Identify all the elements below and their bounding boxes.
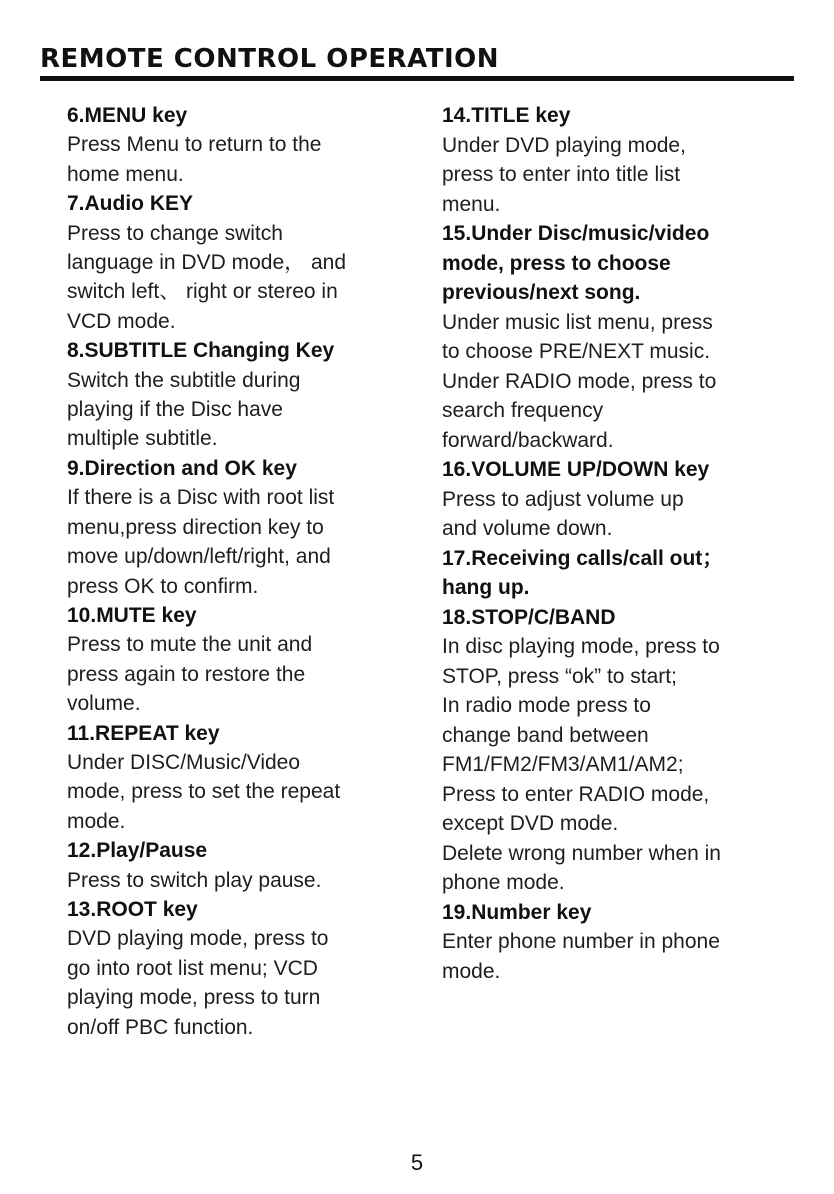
key-section <box>67 454 402 601</box>
key-description-line: on/off PBC function. <box>67 1015 254 1039</box>
key-heading: mode, press to choose <box>442 251 671 275</box>
key-section <box>442 544 782 574</box>
key-description-line: home menu. <box>67 162 184 186</box>
key-heading: 15.Under Disc/music/video <box>442 222 710 245</box>
key-section <box>67 836 402 895</box>
key-heading: 7.Audio KEY <box>67 192 194 216</box>
key-description-line: Switch the subtitle during <box>67 368 301 392</box>
key-description-line: volume. <box>67 692 141 716</box>
page-title: REMOTE CONTROL OPERATION <box>40 44 500 74</box>
key-description-line: Press to adjust volume up <box>442 487 684 511</box>
key-heading: previous/next song. <box>442 281 641 304</box>
key-description-line: Under music list menu, press <box>442 310 713 334</box>
key-description-line: multiple subtitle. <box>67 427 218 451</box>
key-description-line: menu,press direction key to <box>67 515 324 539</box>
key-description-line: Under RADIO mode, press to <box>442 369 717 393</box>
key-section <box>67 601 402 719</box>
key-section <box>67 189 402 336</box>
key-section <box>442 249 782 279</box>
header-rule <box>40 76 794 81</box>
key-description-line: Press to enter RADIO mode, <box>442 782 710 806</box>
key-description-line: language in DVD mode， and <box>67 251 347 275</box>
key-section <box>442 219 782 249</box>
key-description-line: Delete wrong number when in <box>442 841 721 865</box>
key-heading: 12.Play/Pause <box>67 839 208 863</box>
page-header <box>40 44 794 81</box>
key-section <box>67 719 402 837</box>
key-description-line: FM1/FM2/FM3/AM1/AM2; <box>442 753 684 776</box>
key-description-line: mode. <box>442 959 501 983</box>
key-section <box>442 573 782 603</box>
key-description-line: VCD mode. <box>67 309 176 333</box>
key-description-line: forward/backward. <box>442 428 614 452</box>
key-description-line: If there is a Disc with root list <box>67 486 335 510</box>
key-description-line: In radio mode press to <box>442 694 651 717</box>
key-section <box>442 455 782 544</box>
key-description-line: Press to switch play pause. <box>67 868 322 892</box>
key-description-line: In disc playing mode, press to <box>442 635 720 658</box>
key-heading: 9.Direction and OK key <box>67 456 297 480</box>
key-description-line: and volume down. <box>442 517 613 540</box>
key-description-line: playing mode, press to turn <box>67 986 321 1010</box>
key-section <box>442 603 782 898</box>
key-section <box>67 895 402 1042</box>
key-description-line: Press to change switch <box>67 221 283 245</box>
key-description-line: Enter phone number in phone <box>442 930 720 953</box>
key-description-line: press OK to confirm. <box>67 574 259 598</box>
key-description-line: change band between <box>442 723 649 747</box>
key-description-line: to choose PRE/NEXT music. <box>442 340 711 363</box>
key-description-line: switch left、 right or stereo in <box>67 280 338 304</box>
key-heading: 17.Receiving calls/call out； <box>442 546 724 570</box>
left-column <box>67 101 402 1042</box>
key-description-line: press again to restore the <box>67 662 306 686</box>
key-heading: 13.ROOT key <box>67 897 198 921</box>
key-heading: 19.Number key <box>442 900 592 924</box>
key-description-line: menu. <box>442 192 501 216</box>
key-heading: 6.MENU key <box>67 104 188 127</box>
key-description-line: except DVD mode. <box>442 812 619 835</box>
key-description-line: STOP, press “ok” to start; <box>442 664 677 688</box>
key-heading: 14.TITLE key <box>442 104 571 127</box>
key-heading: hang up. <box>442 576 530 599</box>
page-number: 5 <box>410 1150 424 1175</box>
key-section <box>67 101 402 189</box>
key-description-line: Press Menu to return to the <box>67 133 322 157</box>
key-section <box>442 278 782 455</box>
key-description-line: playing if the Disc have <box>67 398 283 422</box>
key-description-line: Press to mute the unit and <box>67 633 313 657</box>
key-description-line: go into root list menu; VCD <box>67 956 318 980</box>
key-description-line: DVD playing mode, press to <box>67 927 329 951</box>
key-description-line: mode. <box>67 809 126 833</box>
key-description-line: move up/down/left/right, and <box>67 545 331 569</box>
key-heading: 16.VOLUME UP/DOWN key <box>442 458 710 481</box>
key-description-line: press to enter into title list <box>442 163 681 186</box>
key-description-line: phone mode. <box>442 871 565 894</box>
key-heading: 8.SUBTITLE Changing Key <box>67 339 335 363</box>
key-section <box>442 898 782 987</box>
key-section <box>442 101 782 219</box>
key-description-line: search frequency <box>442 399 604 422</box>
key-description-line: mode, press to set the repeat <box>67 780 341 804</box>
right-column <box>442 101 782 986</box>
key-section <box>67 336 402 454</box>
key-heading: 18.STOP/C/BAND <box>442 605 616 629</box>
key-description-line: Under DVD playing mode, <box>442 133 686 157</box>
key-heading: 11.REPEAT key <box>67 721 220 745</box>
key-description-line: Under DISC/Music/Video <box>67 750 301 774</box>
key-heading: 10.MUTE key <box>67 603 197 627</box>
